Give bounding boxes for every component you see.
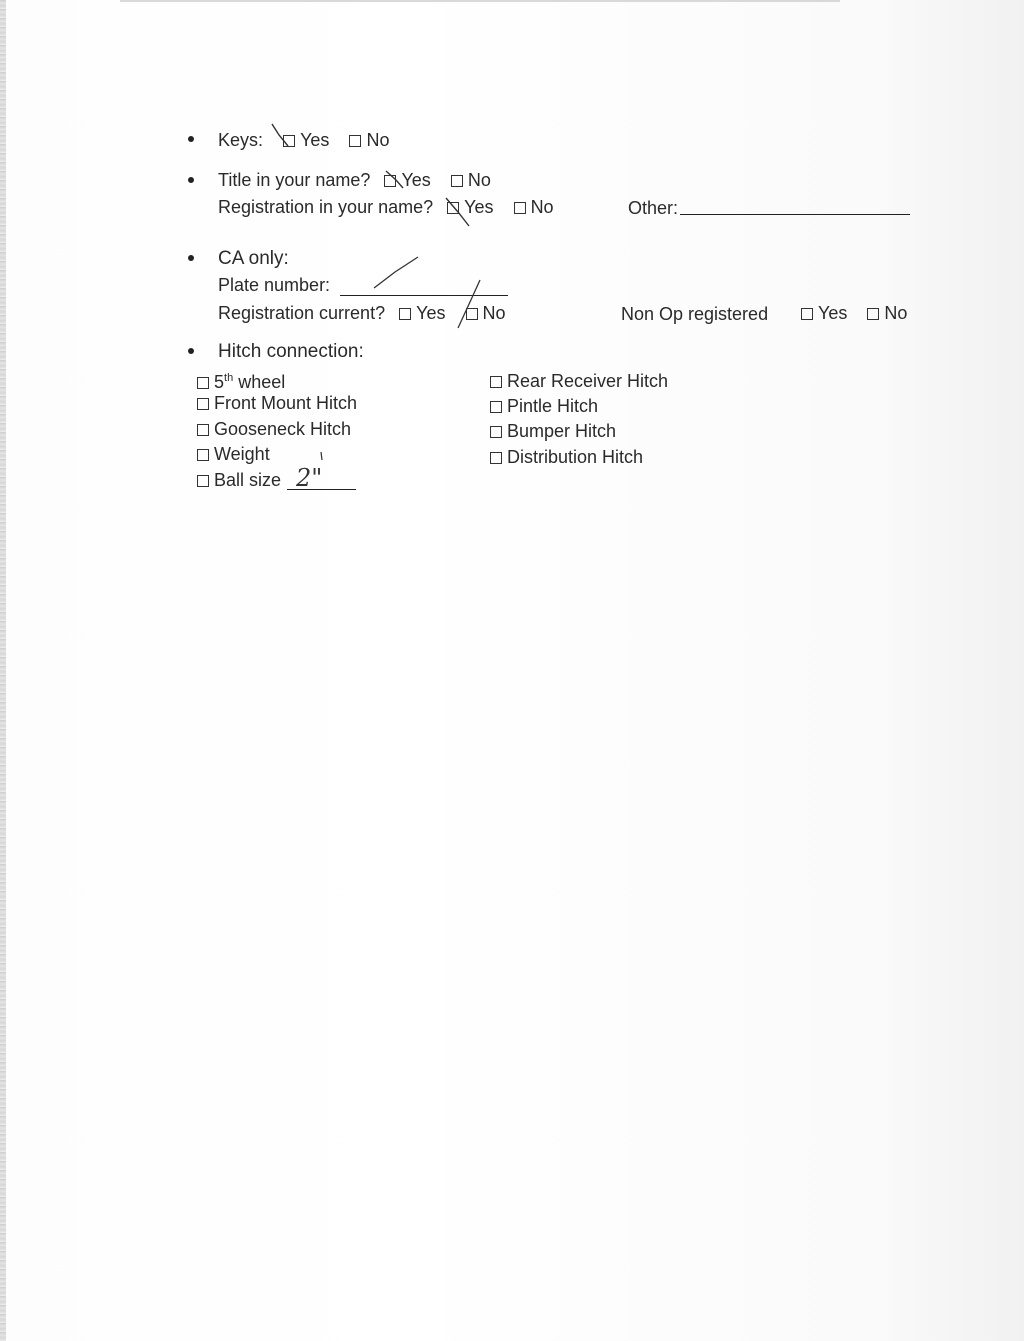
hitch-heading: Hitch connection: <box>218 341 364 362</box>
title-yes-label: Yes <box>401 170 431 190</box>
title-no-label: No <box>467 170 491 190</box>
plate-number-label: Plate number: <box>218 275 331 295</box>
keys-yes-label: Yes <box>300 130 330 150</box>
hitch-gooseneck-label: Gooseneck Hitch <box>214 419 352 439</box>
keys-yes-check-mark <box>272 124 288 146</box>
keys-label: Keys: <box>218 130 264 150</box>
non-op-no-label: No <box>884 303 908 323</box>
weight-tick <box>321 452 322 460</box>
hitch-front-mount-label: Front Mount Hitch <box>214 393 358 413</box>
non-op-label: Non Op registered <box>621 304 769 324</box>
reg-current-no-label: No <box>482 303 506 323</box>
title-label: Title in your name? <box>218 170 371 190</box>
hitch-pintle-label: Pintle Hitch <box>507 396 599 416</box>
hitch-weight-label: Weight <box>214 444 270 464</box>
hitch-ball-size-label: Ball size <box>214 470 282 490</box>
registration-yes-label: Yes <box>464 197 494 217</box>
other-label: Other: <box>628 198 679 218</box>
reg-current-no-mark <box>458 280 480 328</box>
title-yes-check-mark <box>386 171 403 188</box>
ball-size-value: 2" <box>296 464 323 492</box>
hitch-5th-wheel-label: 5th wheel <box>214 372 286 392</box>
ca-heading: CA only: <box>218 248 289 269</box>
non-op-yes-label: Yes <box>818 303 848 323</box>
registration-label: Registration in your name? <box>218 197 434 217</box>
keys-no-label: No <box>366 130 390 150</box>
hitch-bumper-label: Bumper Hitch <box>507 421 617 441</box>
plate-number-slash <box>374 257 418 288</box>
registration-no-label: No <box>530 197 554 217</box>
reg-current-yes-label: Yes <box>416 303 446 323</box>
registration-yes-check-mark <box>446 198 469 226</box>
hitch-rear-receiver-label: Rear Receiver Hitch <box>507 371 669 391</box>
reg-current-label: Registration current? <box>218 303 386 323</box>
hitch-distribution-label: Distribution Hitch <box>507 447 644 467</box>
